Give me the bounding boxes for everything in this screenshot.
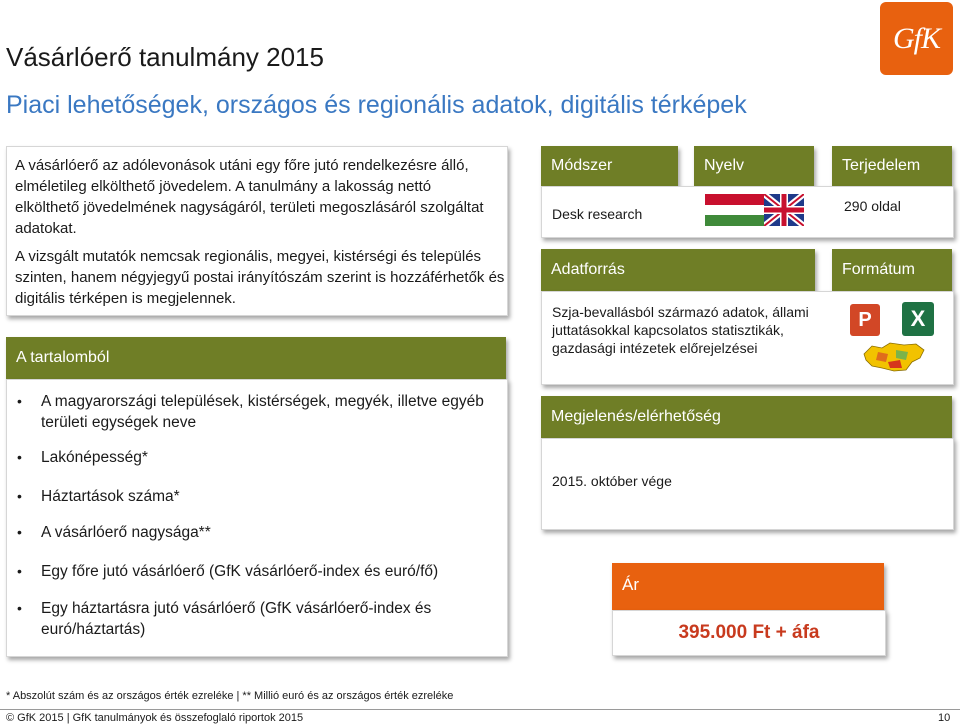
intro-paragraph-1: A vásárlóerő az adólevonások utáni egy főre jutó rendelkezésre álló, elméletileg elkölthető jövedelem. A tanulmány a lakosság nettó elkölthető jövedelmének nagyságáról, területi megoszlásáról szolgáltat adatokat. <box>15 157 484 237</box>
page-number: 10 <box>938 712 951 724</box>
contents-item: • A vásárlóerő nagysága** <box>17 522 501 543</box>
contents-box <box>6 379 508 657</box>
language-label: Nyelv <box>704 157 745 174</box>
price-label: Ár <box>622 575 639 594</box>
logo-text: GfK <box>892 21 940 55</box>
gfk-logo <box>880 2 953 75</box>
contents-header <box>6 337 506 379</box>
source-header <box>541 249 815 291</box>
footnote: * Abszolút szám és az országos érték ezreléke | ** Millió euró és az országos érték ezreléke <box>6 690 454 702</box>
copyright: © GfK 2015 | GfK tanulmányok és összefoglaló riportok 2015 <box>6 712 304 724</box>
powerpoint-icon: P <box>850 304 880 336</box>
method-value: Desk research <box>552 206 643 222</box>
language-header <box>694 146 814 186</box>
source-label: Adatforrás <box>551 261 625 278</box>
method-header <box>541 146 678 186</box>
footer-divider <box>0 709 960 710</box>
source-value: Szja-bevallásból származó adatok, állami juttatásokkal kapcsolatos statisztikák, gazdasági intézetek előrejelzései <box>552 304 809 356</box>
scope-value: 290 oldal <box>844 198 901 214</box>
intro-box <box>6 146 508 316</box>
format-label: Formátum <box>842 261 915 278</box>
format-header <box>832 249 952 291</box>
availability-header <box>541 396 952 438</box>
availability-value: 2015. október vége <box>552 473 672 489</box>
contents-item: • Lakónépesség* <box>17 447 501 468</box>
contents-item: • Háztartások száma* <box>17 486 501 507</box>
price-label-box <box>612 563 884 610</box>
contents-header-label: A tartalomból <box>16 349 110 366</box>
contents-item: • Egy háztartásra jutó vásárlóerő (GfK vásárlóerő-index és euró/háztartás) <box>17 598 501 640</box>
scope-header <box>832 146 952 186</box>
availability-box <box>541 438 954 530</box>
contents-item: • Egy főre jutó vásárlóerő (GfK vásárlóerő-index és euró/fő) <box>17 561 511 582</box>
hungarian-flag-icon <box>705 194 771 226</box>
contents-item: • A magyarországi települések, kistérségek, megyék, illetve egyéb területi egységek neve <box>17 391 501 433</box>
page-title: Vásárlóerő tanulmány 2015 <box>6 42 324 72</box>
price-value-box <box>612 610 886 656</box>
price-value: 395.000 Ft + áfa <box>678 622 820 643</box>
hungary-map-icon <box>860 340 928 374</box>
page-subtitle: Piaci lehetőségek, országos és regionális adatok, digitális térképek <box>6 91 747 119</box>
availability-label: Megjelenés/elérhetőség <box>551 408 721 425</box>
method-info-box <box>541 186 954 238</box>
excel-icon: X <box>902 302 934 336</box>
scope-label: Terjedelem <box>842 157 921 174</box>
method-label: Módszer <box>551 157 613 174</box>
intro-paragraph-2: A vizsgált mutatók nemcsak regionális, megyei, kistérségi és település szinten, hanem négyjegyű postai irányítószám szerint is hozzáférhetők és digitális térképen is megjelennek. <box>15 248 505 307</box>
uk-flag-icon <box>764 194 804 226</box>
source-info-box <box>541 291 954 385</box>
